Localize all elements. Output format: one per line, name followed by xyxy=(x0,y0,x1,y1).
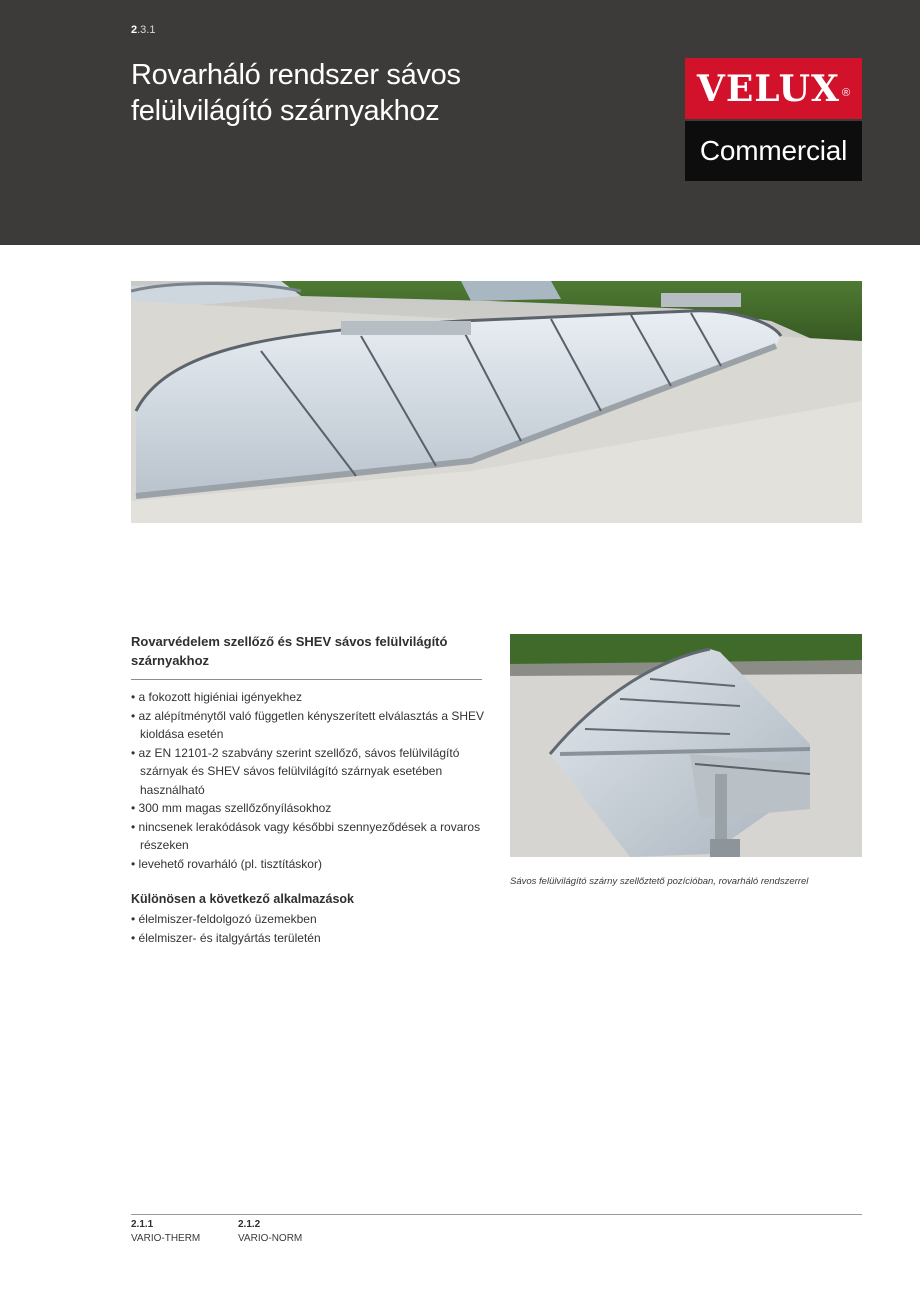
list-item: • az alépítménytől való független kényszerített elválasztás a SHEV kioldása esetén xyxy=(131,707,491,744)
footer-item-number: 2.1.1 xyxy=(131,1219,154,1230)
page-header xyxy=(0,0,920,245)
list-item: • az EN 12101-2 szabvány szerint szellőző, sávos felülvilágító szárnyak és SHEV sávos felülvilágító szárnyak esetében használható xyxy=(131,744,491,800)
footer-divider xyxy=(131,1214,862,1215)
list-item: • 300 mm magas szellőzőnyílásokhoz xyxy=(131,799,491,818)
page-title xyxy=(131,57,591,129)
footer-link-vario-therm[interactable] xyxy=(131,1218,200,1246)
list-item: • élelmiszer- és italgyártás területén xyxy=(131,929,491,948)
list-item: • nincsenek lerakódások vagy későbbi szennyeződések a rovaros részeken xyxy=(131,818,491,855)
logo-wordmark: VELUX xyxy=(696,67,840,110)
velux-logo xyxy=(685,58,862,119)
footer-item-name: VARIO-NORM xyxy=(238,1233,303,1244)
list-item: • élelmiszer-feldolgozó üzemekben xyxy=(131,910,491,929)
side-photo xyxy=(510,634,862,857)
feature-list xyxy=(131,688,491,873)
list-item: • levehető rovarháló (pl. tisztításkor) xyxy=(131,855,491,874)
section-heading-line-1: Rovarvédelem szellőző és SHEV sávos felülvilágító xyxy=(131,634,448,649)
list-item: • a fokozott higiéniai igényekhez xyxy=(131,688,491,707)
main-photo xyxy=(131,281,862,523)
section-heading-line-2: szárnyakhoz xyxy=(131,653,210,668)
logo-commercial-label: Commercial xyxy=(685,121,862,181)
section-heading xyxy=(131,632,471,670)
section-divider xyxy=(131,679,482,680)
footer-item-name: VARIO-THERM xyxy=(131,1233,201,1244)
registered-mark: ® xyxy=(841,86,851,99)
title-line-1: Rovarháló rendszer sávos xyxy=(131,59,461,91)
applications-heading: Különösen a következő alkalmazások xyxy=(131,892,355,906)
footer-link-vario-norm[interactable] xyxy=(238,1218,302,1246)
page-number: 2.3.1 xyxy=(131,24,156,36)
photo-caption: Sávos felülvilágító szárny szellőztető pozícióban, rovarháló rendszerrel xyxy=(510,876,809,887)
footer-item-number: 2.1.2 xyxy=(238,1219,261,1230)
applications-list xyxy=(131,910,491,947)
title-line-2: felülvilágító szárnyakhoz xyxy=(131,95,440,127)
